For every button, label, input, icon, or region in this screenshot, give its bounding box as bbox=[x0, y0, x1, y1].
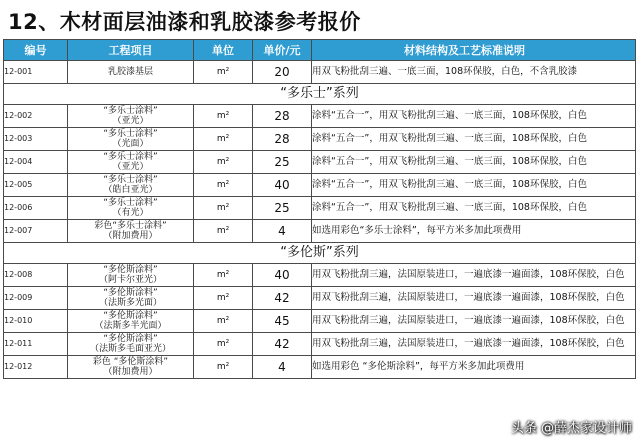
row-desc: 涂料“五合一”，用双飞粉批刮三遍、一底三面，108环保胶，白色 bbox=[312, 105, 636, 128]
row-item bbox=[68, 333, 194, 356]
row-item-line2: （亚光） bbox=[112, 116, 149, 126]
row-item-line1: “多伦斯涂料” bbox=[103, 334, 158, 344]
row-item-line2: （附加费用） bbox=[103, 231, 158, 241]
row-desc: 用双飞粉批刮三遍，法国原装进口，一遍底漆一遍面漆，108环保胶，白色 bbox=[312, 264, 636, 287]
row-desc: 用双飞粉批刮三遍、一底三面，108环保胶，白色，不含乳胶漆 bbox=[312, 61, 636, 84]
row-unit: m² bbox=[194, 61, 253, 84]
row-code: 12-005 bbox=[4, 174, 68, 197]
table-row bbox=[4, 287, 636, 310]
row-code: 12-009 bbox=[4, 287, 68, 310]
section-heading-row bbox=[4, 84, 636, 105]
row-item bbox=[68, 264, 194, 287]
price-table bbox=[3, 39, 636, 379]
row-item bbox=[68, 197, 194, 220]
header-code: 编号 bbox=[4, 40, 68, 61]
row-item-line1: “多乐士涂料” bbox=[103, 129, 158, 139]
row-desc: 用双飞粉批刮三遍，法国原装进口，一遍底漆一遍面漆，108环保胶，白色 bbox=[312, 287, 636, 310]
table-row bbox=[4, 333, 636, 356]
table-header-row bbox=[4, 40, 636, 61]
row-code: 12-004 bbox=[4, 151, 68, 174]
table-row bbox=[4, 105, 636, 128]
row-desc: 涂料“五合一”，用双飞粉批刮三遍、一底三面，108环保胶，白色 bbox=[312, 197, 636, 220]
header-desc: 材料结构及工艺标准说明 bbox=[312, 40, 636, 61]
row-item-line1: “多伦斯涂料” bbox=[103, 265, 158, 275]
row-item-line1: “多伦斯涂料” bbox=[103, 288, 158, 298]
row-item-line1: “多乐士涂料” bbox=[103, 198, 158, 208]
row-code: 12-007 bbox=[4, 220, 68, 243]
table-row bbox=[4, 356, 636, 379]
row-desc: 用双飞粉批刮三遍，法国原装进口，一遍底漆一遍面漆，108环保胶，白色 bbox=[312, 310, 636, 333]
row-unit: m² bbox=[194, 356, 253, 379]
row-item-line2: （有光） bbox=[112, 208, 149, 218]
row-item bbox=[68, 356, 194, 379]
row-item: 乳胶漆基层 bbox=[68, 61, 194, 84]
row-item-line1: “多乐士涂料” bbox=[103, 175, 158, 185]
row-price: 28 bbox=[253, 128, 312, 151]
row-price: 45 bbox=[253, 310, 312, 333]
page-title: 12、木材面层油漆和乳胶漆参考报价 bbox=[8, 10, 361, 34]
table-row bbox=[4, 61, 636, 84]
table-row bbox=[4, 174, 636, 197]
row-desc: 涂料“五合一”，用双飞粉批刮三遍、一底三面，108环保胶，白色 bbox=[312, 128, 636, 151]
table-row bbox=[4, 310, 636, 333]
row-unit: m² bbox=[194, 128, 253, 151]
row-item bbox=[68, 105, 194, 128]
row-item bbox=[68, 310, 194, 333]
row-item bbox=[68, 151, 194, 174]
row-item-line2: （附加费用） bbox=[103, 367, 158, 377]
row-price: 4 bbox=[253, 220, 312, 243]
row-code: 12-002 bbox=[4, 105, 68, 128]
row-code: 12-010 bbox=[4, 310, 68, 333]
row-item-line2: （光面） bbox=[112, 139, 149, 149]
row-item-line1: “多乐士涂料” bbox=[103, 152, 158, 162]
row-item-line2: （亚光） bbox=[112, 162, 149, 172]
row-price: 20 bbox=[253, 61, 312, 84]
row-price: 40 bbox=[253, 174, 312, 197]
row-price: 42 bbox=[253, 287, 312, 310]
row-code: 12-008 bbox=[4, 264, 68, 287]
row-item-line2: （法斯多半光面） bbox=[94, 321, 167, 331]
section-heading-row bbox=[4, 243, 636, 264]
table-row bbox=[4, 151, 636, 174]
table-row bbox=[4, 264, 636, 287]
row-price: 25 bbox=[253, 151, 312, 174]
row-price: 42 bbox=[253, 333, 312, 356]
row-unit: m² bbox=[194, 310, 253, 333]
row-unit: m² bbox=[194, 287, 253, 310]
row-item bbox=[68, 287, 194, 310]
section-title: “多伦斯”系列 bbox=[4, 243, 636, 264]
row-code: 12-011 bbox=[4, 333, 68, 356]
section-title: “多乐士”系列 bbox=[4, 84, 636, 105]
row-item-line2: （法斯多毛面亚光） bbox=[89, 344, 171, 354]
row-desc: 用双飞粉批刮三遍，法国原装进口，一遍底漆一遍面漆，108环保胶，白色 bbox=[312, 333, 636, 356]
row-unit: m² bbox=[194, 105, 253, 128]
row-item-line2: （皓白亚光） bbox=[103, 185, 158, 195]
row-unit: m² bbox=[194, 264, 253, 287]
author-watermark: 头条 @薛杰家设计师 bbox=[510, 421, 632, 436]
row-desc: 如选用彩色 “多伦斯涂料”，每平方米多加此项费用 bbox=[312, 356, 636, 379]
row-item-line2: （阿卡尔亚光） bbox=[98, 275, 162, 285]
row-code: 12-012 bbox=[4, 356, 68, 379]
row-item-line1: 彩色“多乐士涂料” bbox=[94, 221, 167, 231]
row-item-line1: 彩色 “多伦斯涂料” bbox=[92, 357, 169, 367]
row-unit: m² bbox=[194, 174, 253, 197]
table-row bbox=[4, 128, 636, 151]
row-desc: 涂料“五合一”，用双飞粉批刮三遍、一底三面，108环保胶，白色 bbox=[312, 151, 636, 174]
row-item-line2: （法斯多光面） bbox=[98, 298, 162, 308]
row-price: 25 bbox=[253, 197, 312, 220]
row-code: 12-001 bbox=[4, 61, 68, 84]
row-desc: 如选用彩色“多乐士涂料”，每平方米多加此项费用 bbox=[312, 220, 636, 243]
row-unit: m² bbox=[194, 220, 253, 243]
row-code: 12-003 bbox=[4, 128, 68, 151]
row-item bbox=[68, 174, 194, 197]
table-row bbox=[4, 220, 636, 243]
row-price: 28 bbox=[253, 105, 312, 128]
row-item-line1: “多乐士涂料” bbox=[103, 106, 158, 116]
header-price: 单价/元 bbox=[253, 40, 312, 61]
row-desc: 涂料“五合一”，用双飞粉批刮三遍、一底三面，108环保胶，白色 bbox=[312, 174, 636, 197]
header-item: 工程项目 bbox=[68, 40, 194, 61]
row-item bbox=[68, 220, 194, 243]
row-item-line1: “多伦斯涂料” bbox=[103, 311, 158, 321]
row-price: 40 bbox=[253, 264, 312, 287]
row-item bbox=[68, 128, 194, 151]
row-unit: m² bbox=[194, 197, 253, 220]
row-unit: m² bbox=[194, 333, 253, 356]
row-price: 4 bbox=[253, 356, 312, 379]
table-row bbox=[4, 197, 636, 220]
header-unit: 单位 bbox=[194, 40, 253, 61]
row-unit: m² bbox=[194, 151, 253, 174]
row-code: 12-006 bbox=[4, 197, 68, 220]
